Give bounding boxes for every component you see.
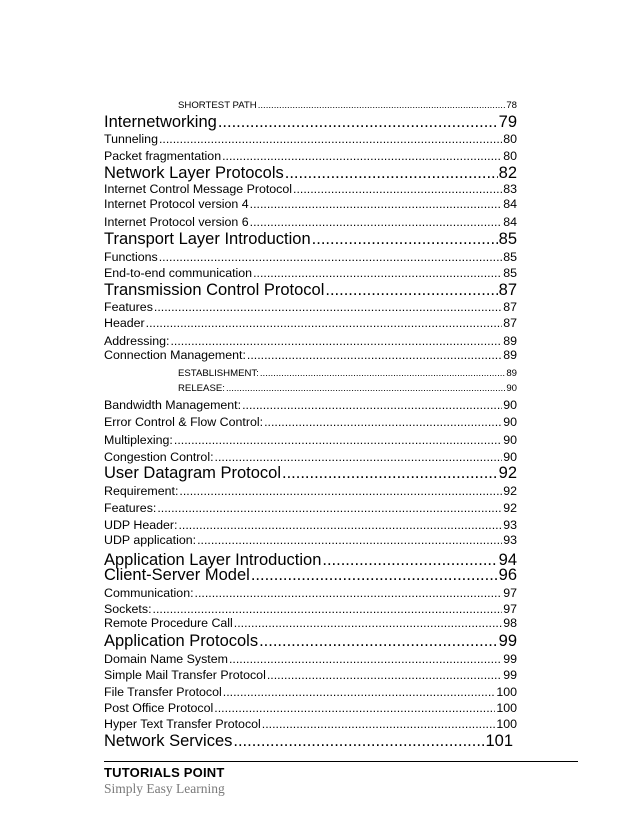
toc-entry-page: 99 — [503, 668, 517, 682]
toc-entry-title: Network Layer Protocols — [104, 164, 284, 182]
toc-entry-page: 93 — [503, 518, 517, 532]
toc-leader-dots — [157, 500, 502, 516]
toc-leader-dots — [260, 367, 505, 380]
toc-entry-page: 85 — [498, 230, 517, 248]
toc-entry[interactable] — [104, 397, 517, 413]
toc-entry[interactable] — [104, 731, 513, 751]
toc-leader-dots — [226, 382, 505, 395]
toc-entry-page: 89 — [506, 368, 517, 379]
toc-leader-dots — [233, 731, 484, 751]
toc-leader-dots — [229, 651, 502, 667]
toc-entry-page: 97 — [503, 602, 517, 616]
toc-entry-title: Transmission Control Protocol — [104, 281, 325, 299]
toc-entry[interactable] — [178, 367, 517, 380]
toc-leader-dots — [285, 163, 498, 183]
toc-leader-dots — [179, 483, 502, 499]
toc-entry[interactable] — [104, 667, 517, 683]
toc-entry-page: 87 — [503, 300, 517, 314]
toc-entry-page: 79 — [498, 113, 517, 131]
toc-leader-dots — [251, 565, 498, 585]
toc-entry[interactable] — [104, 249, 517, 265]
toc-entry-title: Tunneling — [104, 132, 158, 146]
toc-entry-page: 84 — [503, 197, 517, 211]
toc-leader-dots — [223, 684, 496, 700]
toc-entry-title: Remote Procedure Call — [104, 616, 233, 630]
toc-entry[interactable] — [104, 196, 517, 212]
footer-tagline: Simply Easy Learning — [104, 781, 225, 796]
toc-leader-dots — [250, 214, 503, 230]
footer-divider — [104, 761, 578, 762]
toc-entry-page: 80 — [503, 149, 517, 163]
toc-leader-dots — [282, 463, 498, 483]
toc-leader-dots — [195, 585, 503, 601]
toc-entry[interactable] — [104, 463, 517, 483]
toc-entry-page: 80 — [503, 132, 517, 146]
toc-entry[interactable] — [104, 280, 517, 300]
toc-entry-page: 93 — [503, 533, 517, 547]
toc-entry-title: End-to-end communication — [104, 266, 253, 280]
toc-entry-page: 84 — [503, 215, 517, 229]
toc-leader-dots — [247, 347, 502, 363]
toc-leader-dots — [218, 112, 498, 132]
toc-entry-page: 90 — [503, 398, 517, 412]
toc-entry-page: 85 — [503, 250, 517, 264]
toc-entry-title: Packet fragmentation — [104, 149, 222, 163]
toc-entry-page: 99 — [503, 652, 517, 666]
toc-entry-page: 97 — [503, 586, 517, 600]
toc-entry-title: Internetworking — [104, 113, 217, 131]
toc-entry[interactable] — [104, 684, 517, 700]
toc-entry-page: 87 — [503, 316, 517, 330]
toc-entry[interactable] — [104, 532, 517, 548]
toc-entry-page: 100 — [496, 701, 517, 715]
toc-entry-page: 100 — [496, 717, 517, 731]
toc-leader-dots — [242, 397, 502, 413]
toc-leader-dots — [267, 667, 502, 683]
toc-entry[interactable] — [104, 651, 517, 667]
toc-leader-dots — [250, 196, 503, 212]
toc-entry-title: Post Office Protocol — [104, 701, 214, 715]
toc-entry-title: SHORTEST PATH — [178, 100, 257, 111]
toc-leader-dots — [159, 249, 502, 265]
toc-entry[interactable] — [104, 432, 517, 448]
toc-entry-title: Header — [104, 316, 145, 330]
toc-entry-page: 87 — [498, 281, 517, 299]
toc-entry[interactable] — [104, 700, 517, 716]
toc-entry-title: Addressing: — [104, 334, 170, 348]
toc-entry-page: 85 — [503, 266, 517, 280]
toc-entry-title: Internet Protocol version 4 — [104, 197, 249, 211]
toc-leader-dots — [259, 631, 498, 651]
toc-entry[interactable] — [104, 163, 517, 183]
toc-entry[interactable] — [104, 716, 517, 732]
toc-entry-page: 92 — [498, 464, 517, 482]
toc-entry-title: Hyper Text Transfer Protocol — [104, 717, 261, 731]
toc-entry-title: UDP application: — [104, 533, 197, 547]
toc-entry-page: 98 — [503, 616, 517, 630]
toc-leader-dots — [253, 265, 502, 281]
toc-leader-dots — [293, 181, 502, 197]
toc-entry[interactable] — [104, 500, 517, 516]
toc-entry-title: Application Layer Introduction — [104, 551, 322, 569]
toc-entry[interactable] — [104, 565, 517, 585]
toc-entry-title: Error Control & Flow Control: — [104, 415, 264, 429]
toc-entry-page: 96 — [498, 566, 517, 584]
toc-leader-dots — [222, 148, 502, 164]
toc-leader-dots — [146, 315, 503, 331]
toc-entry[interactable] — [104, 517, 517, 533]
toc-entry-title: File Transfer Protocol — [104, 685, 222, 699]
toc-leader-dots — [178, 517, 502, 533]
toc-leader-dots — [154, 299, 502, 315]
toc-entry-page: 90 — [506, 383, 517, 394]
toc-entry[interactable] — [104, 483, 517, 499]
toc-entry[interactable] — [104, 148, 517, 164]
toc-entry-title: Bandwidth Management: — [104, 398, 242, 412]
toc-entry-title: Application Protocols — [104, 632, 259, 650]
toc-entry-page: 92 — [503, 501, 517, 515]
toc-entry-page: 82 — [498, 164, 517, 182]
toc-leader-dots — [258, 99, 506, 112]
toc-entry-page: 99 — [498, 632, 517, 650]
toc-entry-page: 90 — [503, 450, 517, 464]
toc-entry[interactable] — [104, 181, 517, 197]
toc-entry[interactable] — [104, 131, 517, 147]
toc-entry-title: Simple Mail Transfer Protocol — [104, 668, 266, 682]
toc-entry-title: Connection Management: — [104, 348, 246, 362]
toc-leader-dots — [197, 532, 502, 548]
toc-entry[interactable] — [178, 99, 517, 112]
toc-entry[interactable] — [104, 414, 517, 430]
toc-entry-page: 100 — [496, 685, 517, 699]
footer-brand: TUTORIALS POINT — [104, 765, 225, 780]
toc-entry-title: Internet Protocol version 6 — [104, 215, 249, 229]
toc-entry-page: 90 — [503, 433, 517, 447]
toc-entry[interactable] — [104, 214, 517, 230]
toc-entry-title: Congestion Control: — [104, 450, 214, 464]
toc-entry[interactable] — [104, 347, 517, 363]
toc-leader-dots — [174, 432, 502, 448]
toc-leader-dots — [159, 131, 502, 147]
toc-entry-title: ESTABLISHMENT: — [178, 368, 259, 379]
toc-entry[interactable] — [178, 382, 517, 395]
toc-leader-dots — [325, 280, 497, 300]
toc-entry-title: UDP Header: — [104, 518, 178, 532]
toc-entry-title: User Datagram Protocol — [104, 464, 281, 482]
toc-leader-dots — [234, 615, 502, 631]
toc-entry-page: 90 — [503, 415, 517, 429]
toc-entry[interactable] — [104, 265, 517, 281]
toc-entry-title: Requirement: — [104, 484, 179, 498]
toc-entry[interactable] — [104, 615, 517, 631]
toc-entry[interactable] — [104, 585, 517, 601]
toc-leader-dots — [264, 414, 502, 430]
toc-leader-dots — [214, 700, 495, 716]
toc-entry-title: Features — [104, 300, 153, 314]
toc-entry-page: 92 — [503, 484, 517, 498]
toc-entry-page: 83 — [503, 182, 517, 196]
toc-entry-title: Features: — [104, 501, 157, 515]
toc-entry-page: 94 — [498, 551, 517, 569]
toc-entry-page: 101 — [485, 732, 513, 750]
toc-entry-title: Client-Server Model — [104, 566, 250, 584]
toc-leader-dots — [312, 229, 498, 249]
toc-entry-title: RELEASE: — [178, 383, 225, 394]
toc-entry-title: Internet Control Message Protocol — [104, 182, 293, 196]
toc-entry-title: Sockets: — [104, 602, 152, 616]
toc-entry-page: 78 — [506, 100, 517, 111]
toc-leader-dots — [262, 716, 496, 732]
toc-entry-title: Network Services — [104, 732, 233, 750]
toc-entry[interactable] — [104, 315, 517, 331]
toc-entry-page: 89 — [503, 348, 517, 362]
toc-entry-title: Multiplexing: — [104, 433, 173, 447]
toc-entry-title: Domain Name System — [104, 652, 228, 666]
toc-entry-title: Transport Layer Introduction — [104, 230, 311, 248]
toc-entry-page: 89 — [503, 334, 517, 348]
toc-entry-title: Communication: — [104, 586, 194, 600]
toc-entry[interactable] — [104, 299, 517, 315]
toc-entry-title: Functions — [104, 250, 158, 264]
toc-entry[interactable] — [104, 112, 517, 132]
toc-entry[interactable] — [104, 229, 517, 249]
toc-entry[interactable] — [104, 631, 517, 651]
